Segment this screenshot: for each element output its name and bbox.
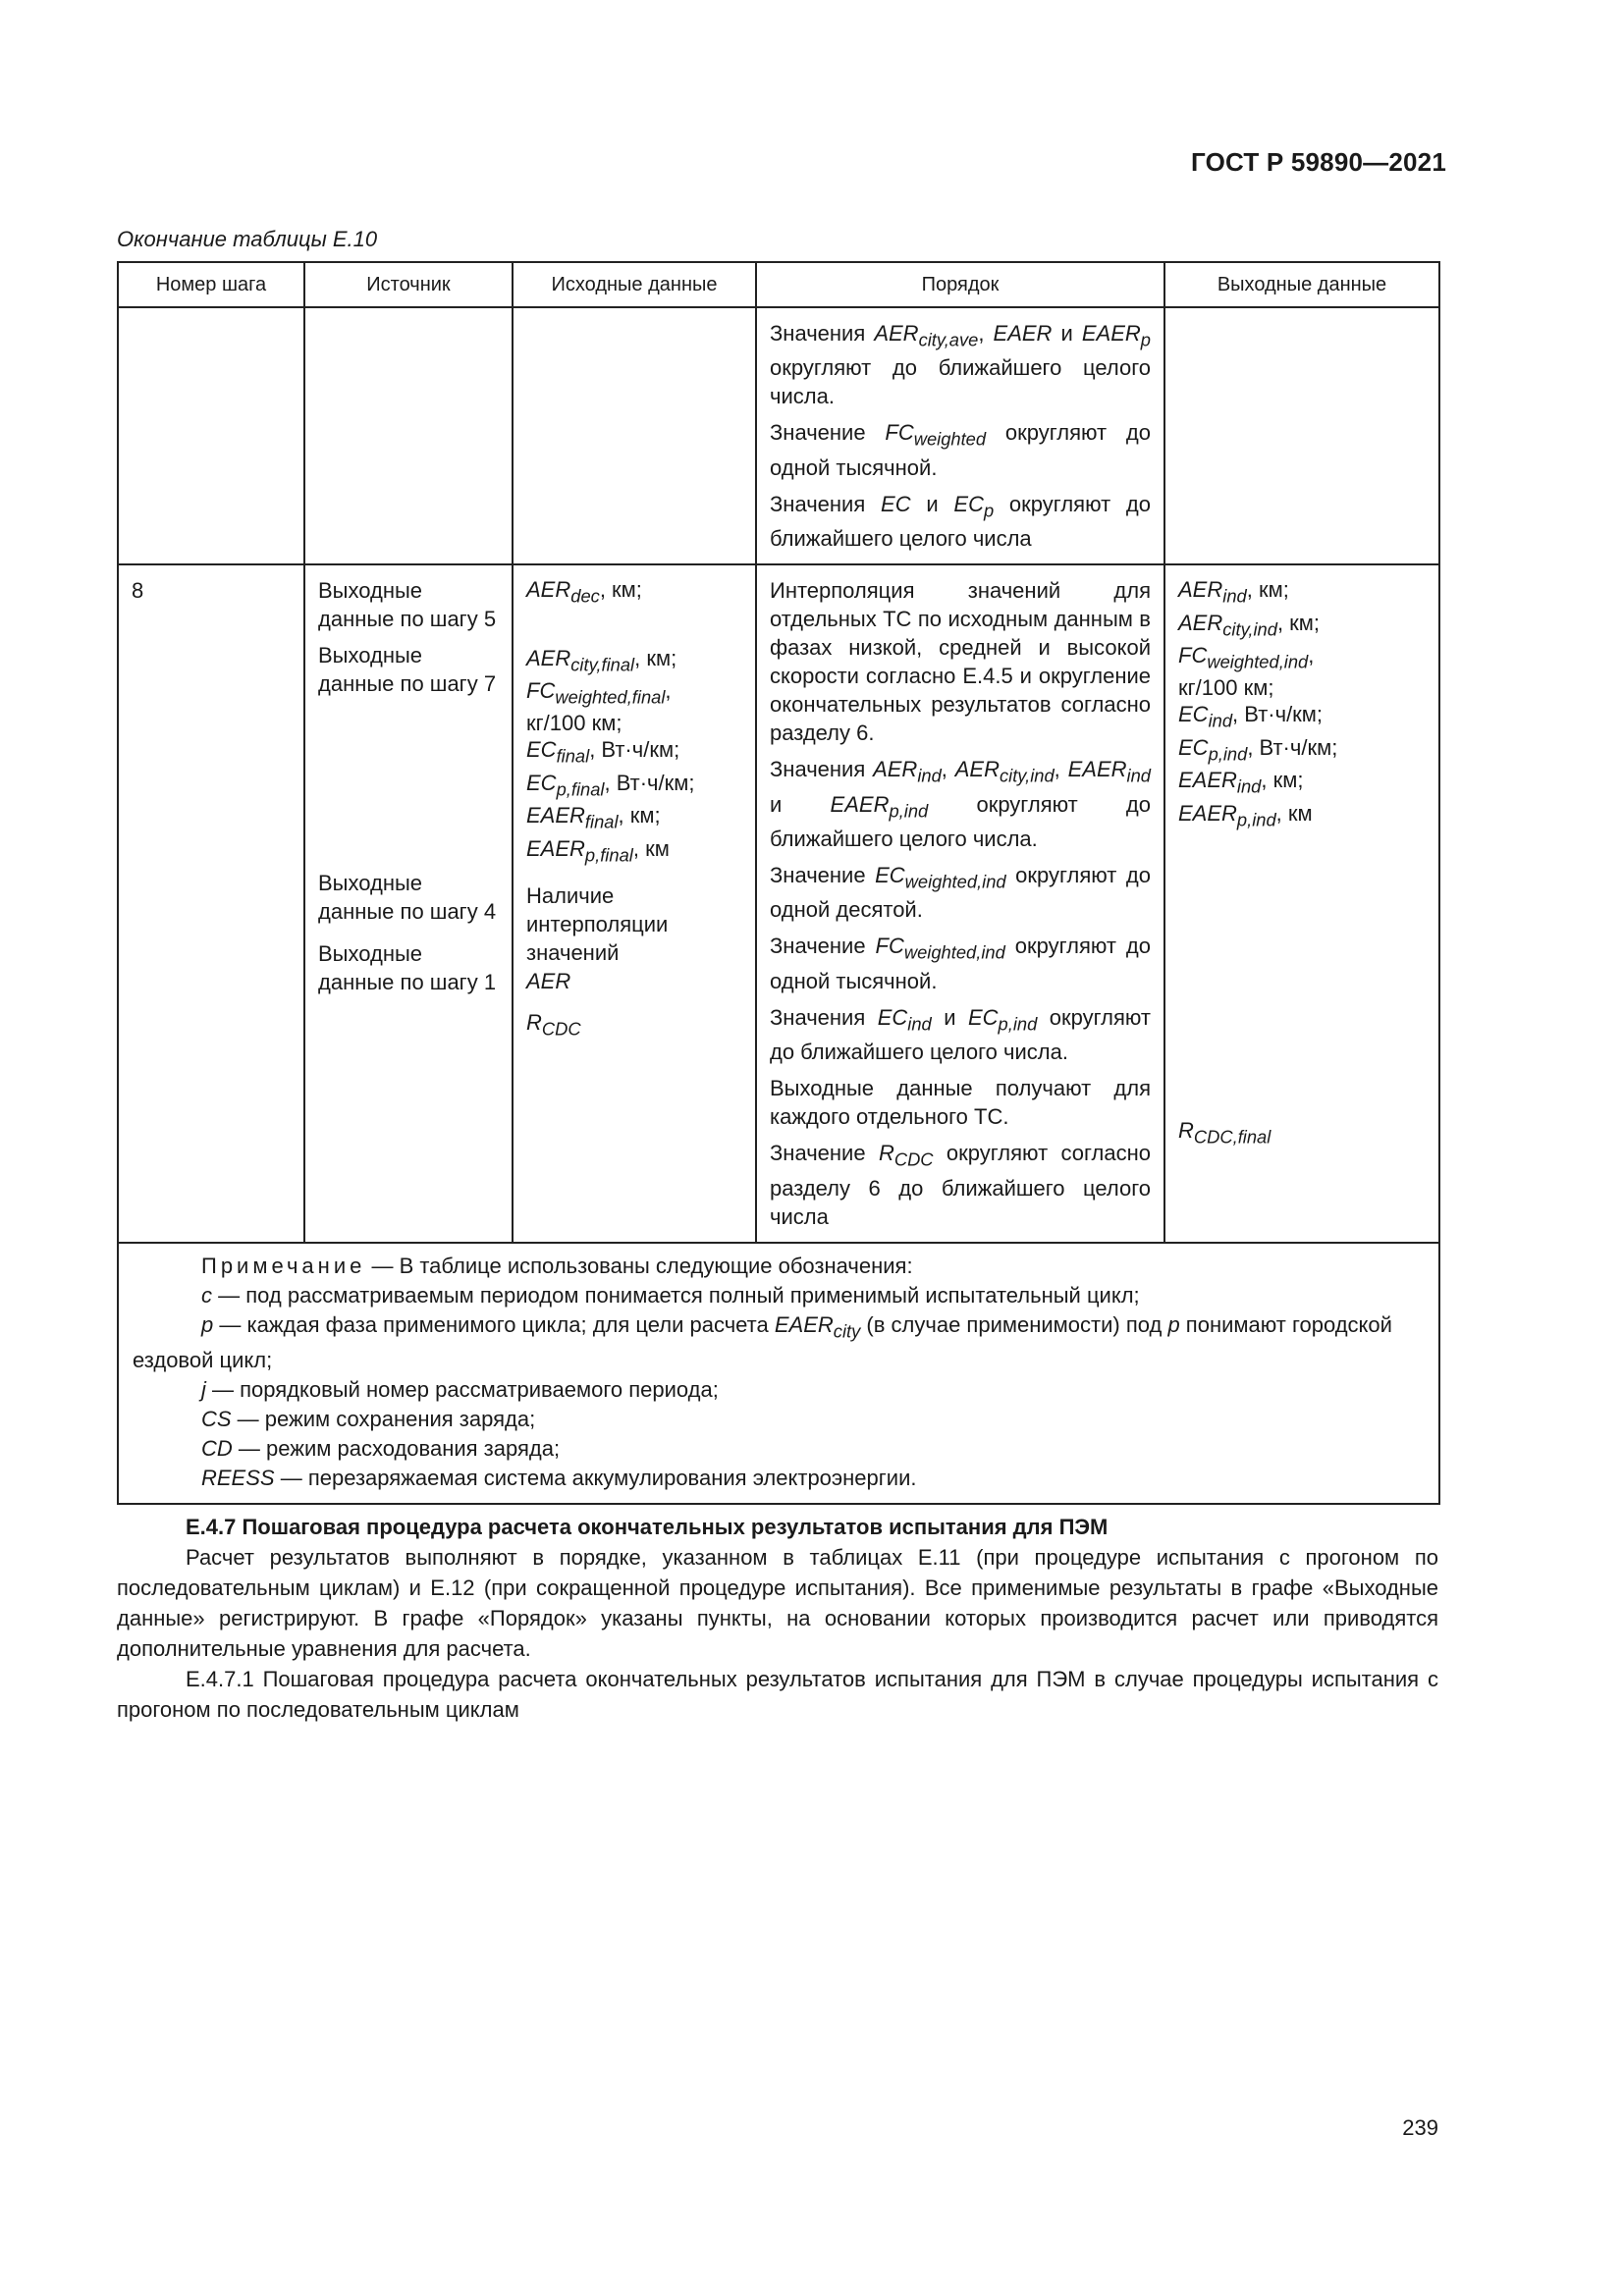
- output-fc-weighted-ind: $FC_{weighted,ind}$,: [1178, 642, 1315, 672]
- source-text: Выходные данные по шагу 1: [318, 941, 497, 995]
- input-eaer-p-final: $EAER_{p,final}$, км: [526, 835, 670, 865]
- output-ec-ind: $EC_{ind}$, Вт·ч/км;: [1178, 702, 1324, 731]
- output-fc-unit: кг/100 км;: [1178, 675, 1274, 701]
- cell-order: [756, 564, 1164, 1242]
- order-text: Выходные данные получают для каждого отдельного ТС.: [770, 1076, 1151, 1130]
- source-text: Выходные данные по шагу 7: [318, 643, 497, 697]
- order-text: Значения $AER_{ind}$, $AER_{city,ind}$, $EAER_{ind}$ и $EAER_{p,ind}$ округляют до ближайшего целого числа.: [770, 757, 1152, 851]
- source-text: Выходные данные по шагу 5: [318, 578, 497, 632]
- cell-output: [1164, 564, 1439, 1242]
- note-item: c — под рассматриваемым периодом понимается полный применимый испытательный цикл;: [201, 1282, 1140, 1308]
- cell-order: [756, 307, 1164, 564]
- page-number: 239: [1402, 2115, 1438, 2140]
- input-aer-dec: $AER_{dec}$, км;: [526, 577, 642, 607]
- step-number: 8: [132, 578, 144, 604]
- order-text: Значение $FC_{weighted}$ округляют до одной тысячной.: [770, 420, 1151, 480]
- input-aer-city-final: $AER_{city,final}$, км;: [526, 645, 677, 674]
- cell-source: [304, 564, 513, 1242]
- col-header-order: Порядок: [756, 262, 1164, 307]
- output-eaer-ind: $EAER_{ind}$, км;: [1178, 768, 1304, 797]
- output-rcdc-final: $R_{CDC,final}$: [1178, 1117, 1271, 1148]
- order-text: Значения $EC_{ind}$ и $EC_{p,ind}$ округляют до ближайшего целого числа.: [770, 1004, 1151, 1065]
- note-item: REESS — перезаряжаемая система аккумулирования электроэнергии.: [201, 1465, 917, 1490]
- col-header-source: Источник: [304, 262, 513, 307]
- input-ec-p-final: $EC_{p,final}$, Вт·ч/км;: [526, 770, 695, 800]
- cell-input: [513, 564, 756, 1242]
- input-rcdc: $R_{CDC}$: [526, 1009, 581, 1040]
- input-eaer-final: $EAER_{final}$, км;: [526, 803, 661, 832]
- cell-step: [118, 564, 304, 1242]
- note-item: CS — режим сохранения заряда;: [201, 1406, 536, 1431]
- section-paragraph: Е.4.7.1 Пошаговая процедура расчета окончательных результатов испытания для ПЭМ в случае процедуры испытания с прогоном по последовательным циклам: [117, 1667, 1438, 1722]
- table-caption: Окончание таблицы Е.10: [117, 227, 378, 251]
- cell-input: [513, 307, 756, 564]
- table-row-step-8: [118, 564, 1439, 1242]
- col-header-output: Выходные данные: [1164, 262, 1439, 307]
- output-eaer-p-ind: $EAER_{p,ind}$, км: [1178, 800, 1313, 829]
- table-note-row: [118, 1243, 1439, 1504]
- order-text: Значения EC и $EC_p$ округляют до ближайшего целого числа: [770, 491, 1152, 552]
- order-text: Значение $FC_{weighted,ind}$ округляют до одной тысячной.: [770, 934, 1151, 993]
- order-text: Значения $AER_{city,ave}$, EAER и $EAER_p$ округляют до ближайшего целого числа.: [770, 321, 1151, 409]
- col-header-step: Номер шага: [118, 262, 304, 307]
- output-ec-p-ind: $EC_{p,ind}$, Вт·ч/км;: [1178, 734, 1338, 765]
- col-header-input: Исходные данные: [513, 262, 756, 307]
- cell-output: [1164, 307, 1439, 564]
- section-paragraph: Расчет результатов выполняют в порядке, указанном в таблицах Е.11 (при процедуре испытания с прогоном по последовательным циклам) и Е.12 (при сокращенной процедуре испытания). Все применимые результаты в графе «Выходные данные» регистрируют. В графе «Порядок» указаны пункты, на основании которых производится расчет или приводятся дополнительные уравнения для расчета.: [117, 1545, 1438, 1661]
- order-text: Интерполяция значений для отдельных ТС по исходным данным в фазах низкой, средней и высокой скорости согласно Е.4.5 и округление окончательных результатов согласно разделу 6.: [770, 578, 1151, 746]
- cell-step: [118, 307, 304, 564]
- order-text: Значение $R_{CDC}$ округляют согласно разделу 6 до ближайшего целого числа: [770, 1141, 1151, 1229]
- note-item: CD — режим расходования заряда;: [201, 1435, 561, 1461]
- cell-source: [304, 307, 513, 564]
- section-title: Е.4.7 Пошаговая процедура расчета окончательных результатов испытания для ПЭМ: [186, 1515, 1109, 1539]
- input-fc-weighted-final: $FC_{weighted,final}$,: [526, 677, 672, 708]
- note-intro: Примечание — В таблице использованы следующие обозначения:: [201, 1253, 913, 1278]
- output-aer-ind: $AER_{ind}$, км;: [1178, 577, 1289, 607]
- source-text: Выходные данные по шагу 4: [318, 871, 497, 925]
- note-item: j — порядковый номер рассматриваемого периода;: [201, 1376, 719, 1402]
- section-e-4-7: [117, 1512, 1438, 1725]
- input-fc-unit: кг/100 км;: [526, 711, 622, 736]
- table-row-continuation: [118, 307, 1439, 564]
- note-item: p — каждая фаза применимого цикла; для цели расчета $EAER_{city}$ (в случае применимости) под p понимают городской ездовой цикл;: [133, 1311, 1392, 1372]
- table-e10: [117, 261, 1440, 1505]
- document-standard-id: ГОСТ Р 59890—2021: [1191, 147, 1446, 177]
- order-text: Значение $EC_{weighted,ind}$ округляют до одной десятой.: [770, 862, 1151, 923]
- input-ec-final: $EC_{final}$, Вт·ч/км;: [526, 737, 680, 767]
- output-aer-city-ind: $AER_{city,ind}$, км;: [1178, 610, 1321, 639]
- note-cell: [118, 1243, 1439, 1504]
- table-header-row: [118, 262, 1439, 307]
- input-interpolation: Наличие интерполяции значений AER: [526, 882, 669, 993]
